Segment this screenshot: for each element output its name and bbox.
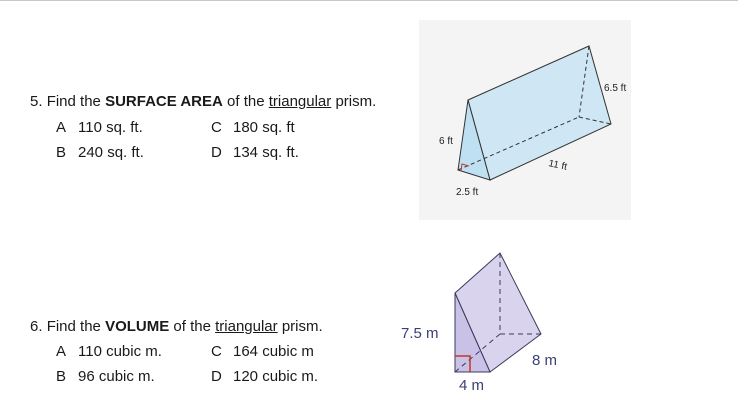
- option-letter: C: [211, 119, 222, 136]
- prism2-length-label: 8 m: [532, 352, 558, 369]
- question-5-emphasis: SURFACE AREA: [105, 93, 223, 110]
- prism1-slant-label: 6.5 ft: [604, 83, 627, 94]
- option-letter: D: [211, 144, 222, 161]
- option-text: 110 sq. ft.: [78, 119, 143, 136]
- option-letter: B: [56, 144, 67, 161]
- question-5-prefix: Find the: [46, 93, 101, 110]
- option-letter: A: [56, 119, 67, 136]
- question-5-underlined: triangular: [268, 93, 332, 110]
- option-text: 164 cubic m: [233, 343, 314, 360]
- option-text: 240 sq. ft.: [78, 144, 144, 161]
- question-6-suffix: prism.: [281, 318, 323, 335]
- prism1-length-label: 11 ft: [547, 158, 568, 173]
- prism2-base-label: 4 m: [459, 377, 485, 394]
- question-5-number: 5.: [30, 93, 43, 110]
- option-letter: C: [211, 343, 222, 360]
- option-letter: B: [56, 368, 67, 385]
- option-text: 96 cubic m.: [78, 368, 155, 385]
- question-6-middle: of the: [173, 318, 211, 335]
- question-6-number: 6.: [30, 318, 43, 335]
- question-5-middle: of the: [227, 93, 265, 110]
- question-6-underlined: triangular: [215, 318, 278, 335]
- prism1-height-label: 6 ft: [439, 136, 453, 147]
- option-text: 110 cubic m.: [78, 343, 162, 360]
- option-text: 180 sq. ft: [233, 119, 295, 136]
- option-text: 134 sq. ft.: [233, 144, 299, 161]
- option-letter: D: [211, 368, 222, 385]
- option-letter: A: [56, 343, 67, 360]
- question-5-suffix: prism.: [335, 93, 377, 110]
- prism2-height-label: 7.5 m: [401, 325, 439, 342]
- option-text: 120 cubic m.: [233, 368, 319, 385]
- prism1-base-label: 2.5 ft: [456, 187, 479, 198]
- question-6-emphasis: VOLUME: [105, 318, 170, 335]
- question-6-prefix: Find the: [46, 318, 101, 335]
